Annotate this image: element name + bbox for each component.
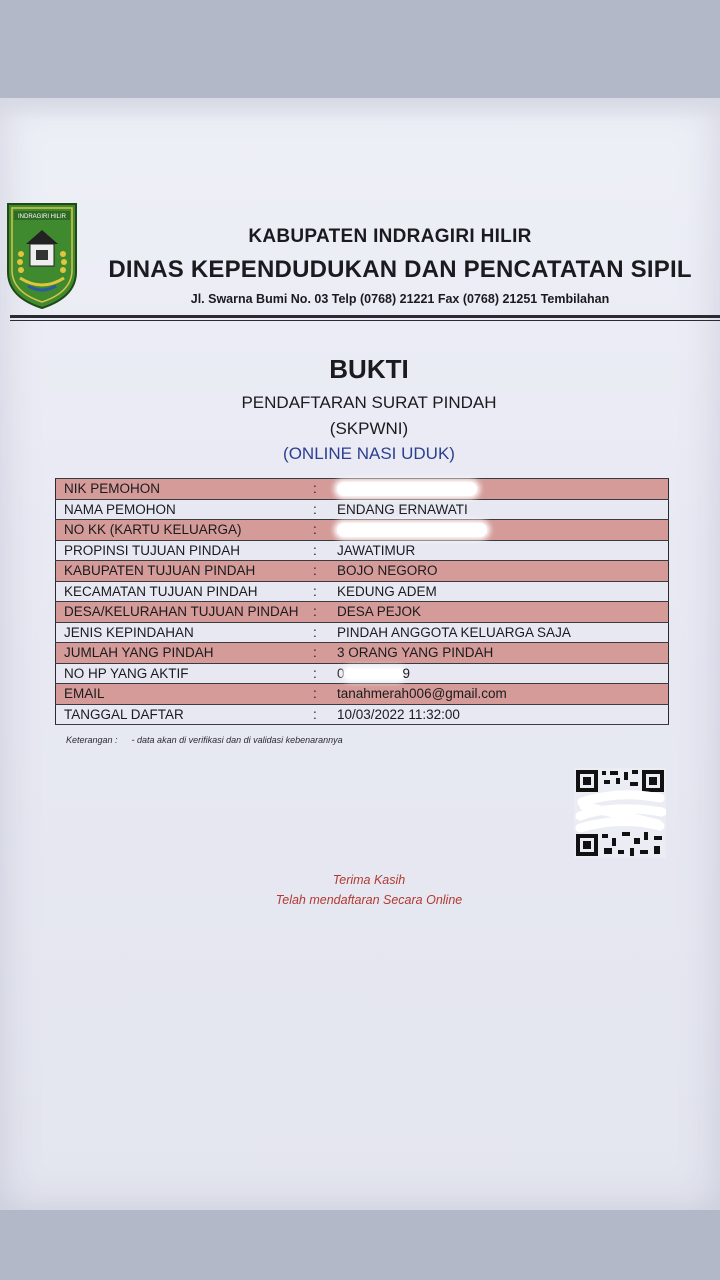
row-value: 3 ORANG YANG PINDAH	[329, 643, 669, 664]
row-colon: :	[309, 479, 329, 500]
row-colon: :	[309, 643, 329, 664]
row-value: DESA PEJOK	[329, 602, 669, 623]
table-row	[56, 684, 669, 705]
header-divider-thin	[10, 320, 720, 321]
regency-logo-icon	[6, 202, 78, 310]
row-label: KECAMATAN TUJUAN PINDAH	[56, 581, 310, 602]
row-label: KABUPATEN TUJUAN PINDAH	[56, 561, 310, 582]
row-value	[329, 520, 669, 541]
phone-suffix: 9	[402, 665, 411, 681]
row-value: ENDANG ERNAWATI	[329, 499, 669, 520]
row-value: 10/03/2022 11:32:00	[329, 704, 669, 725]
header-regency: KABUPATEN INDRAGIRI HILIR	[248, 226, 532, 247]
table-row	[56, 704, 669, 725]
row-value: tanahmerah006@gmail.com	[329, 684, 669, 705]
row-label: DESA/KELURAHAN TUJUAN PINDAH	[56, 602, 310, 623]
logo-label: INDRAGIRI HILIR	[17, 214, 67, 220]
row-label: NO KK (KARTU KELUARGA)	[56, 520, 310, 541]
row-colon: :	[309, 602, 329, 623]
thank-you-text: Terima Kasih	[332, 873, 406, 887]
row-label: TANGGAL DAFTAR	[56, 704, 310, 725]
row-label: NAMA PEMOHON	[56, 499, 310, 520]
row-colon: :	[309, 561, 329, 582]
row-label: NIK PEMOHON	[56, 479, 310, 500]
row-colon: :	[309, 520, 329, 541]
document-service-name: (ONLINE NASI UDUK)	[283, 444, 455, 463]
footnote-text: - data akan di verifikasi dan di validasi kebenarannya	[131, 735, 343, 745]
table-row	[56, 520, 669, 541]
row-value: BOJO NEGORO	[329, 561, 669, 582]
header-agency: DINAS KEPENDUDUKAN DAN PENCATATAN SIPIL	[108, 256, 692, 283]
redacted-kk	[337, 523, 487, 537]
row-label: PROPINSI TUJUAN PINDAH	[56, 540, 310, 561]
document-code: (SKPWNI)	[329, 419, 409, 438]
row-colon: :	[309, 684, 329, 705]
document-title: BUKTI	[329, 354, 409, 384]
footnote	[66, 735, 343, 745]
table-row	[56, 581, 669, 602]
row-value: KEDUNG ADEM	[329, 581, 669, 602]
row-colon: :	[309, 499, 329, 520]
row-label: EMAIL	[56, 684, 310, 705]
table-row	[56, 602, 669, 623]
registration-table	[55, 478, 669, 725]
table-row	[56, 499, 669, 520]
row-value	[329, 479, 669, 500]
table-row	[56, 561, 669, 582]
row-label: JUMLAH YANG PINDAH	[56, 643, 310, 664]
header-address: Jl. Swarna Bumi No. 03 Telp (0768) 21221 Fax (0768) 21251 Tembilahan	[190, 292, 610, 306]
row-value: JAWATIMUR	[329, 540, 669, 561]
footnote-label: Keterangan :	[66, 735, 118, 745]
table-row	[56, 663, 669, 684]
header-divider-thick	[10, 315, 720, 318]
row-label: NO HP YANG AKTIF	[56, 663, 310, 684]
registration-confirmation-text: Telah mendaftaran Secara Online	[275, 893, 463, 907]
row-colon: :	[309, 704, 329, 725]
table-row	[56, 479, 669, 500]
paper-fold-edge	[0, 98, 720, 120]
row-label: JENIS KEPINDAHAN	[56, 622, 310, 643]
table-row	[56, 643, 669, 664]
redacted-nik	[337, 482, 477, 496]
table-row	[56, 622, 669, 643]
phone-prefix: 0	[337, 665, 345, 681]
row-colon: :	[309, 581, 329, 602]
row-colon: :	[309, 622, 329, 643]
table-row	[56, 540, 669, 561]
redacted-phone	[345, 669, 403, 679]
row-colon: :	[309, 663, 329, 684]
document-subtitle: PENDAFTARAN SURAT PINDAH	[241, 393, 497, 412]
row-value	[329, 663, 669, 684]
qr-code-icon	[574, 768, 666, 858]
row-value: PINDAH ANGGOTA KELUARGA SAJA	[329, 622, 669, 643]
row-colon: :	[309, 540, 329, 561]
